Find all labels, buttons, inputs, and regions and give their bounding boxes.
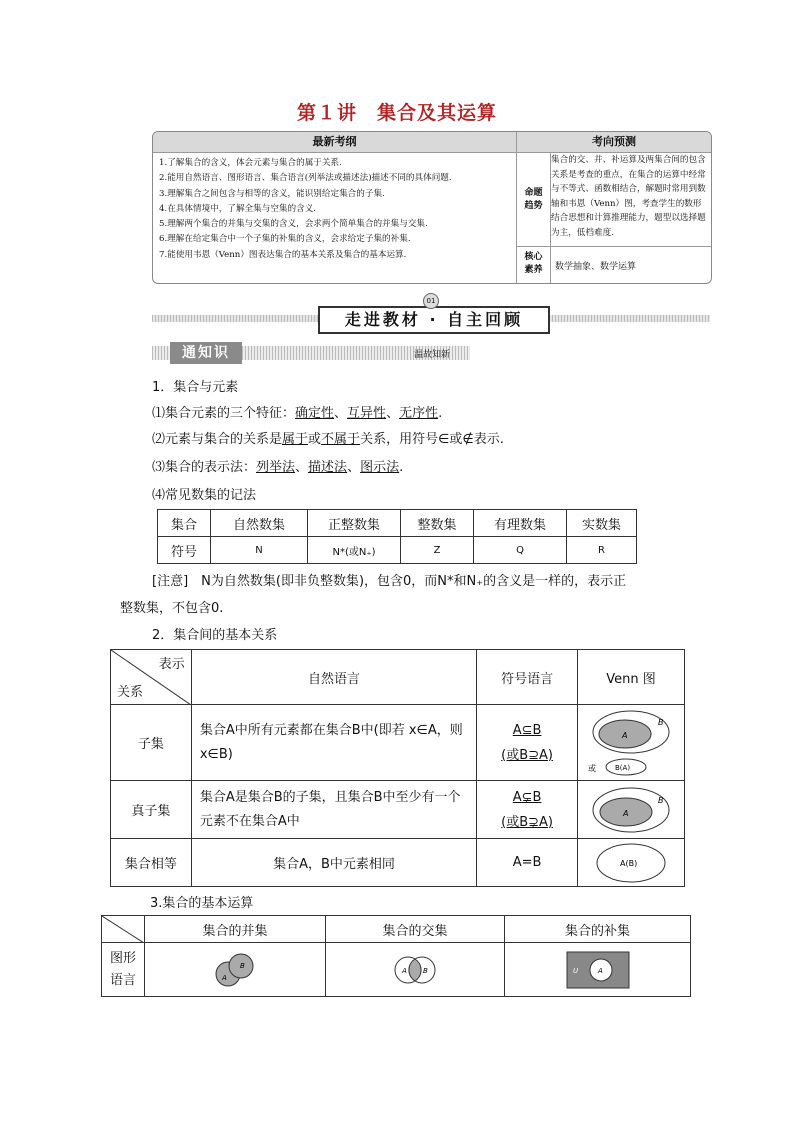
page-title: 第１讲 集合及其运算 [296,102,497,124]
section-number-badge: 01 [423,293,439,309]
forecast-header: 考向预测 [517,132,711,152]
section1-heading: 1．集合与元素 [152,380,239,395]
s1-line1: ⑴集合元素的三个特征：确定性、互异性、无序性. [152,406,443,421]
section-banner: 走进教材 · 自主回顾 [318,306,550,334]
svg-text:B: B [240,961,245,970]
venn-proper-subset [578,781,685,839]
section2-heading: 2．集合间的基本关系 [152,628,278,643]
table-row: 子集 集合A中所有元素都在集合B中(即若 x∈A，则 x∈B) A⊆B (或B⊇A) A B 或 B(A) [111,705,685,781]
operation-table [101,915,691,997]
svg-text:A: A [222,973,227,982]
table-row: 符号 N N*(或N₊) Z Q R [158,537,637,564]
table-row: 集合 自然数集 正整数集 整数集 有理数集 实数集 [158,510,637,537]
trend-label: 命题 趋势 [524,188,543,211]
svg-text:B(A): B(A) [615,763,631,772]
s1-line3: ⑶集合的表示法：列举法、描述法、图示法. [152,460,404,475]
corner-cell [102,916,145,943]
svg-text:A(B): A(B) [620,858,638,868]
knowledge-subtitle: 温故知新 [414,350,451,360]
venn-complement [505,943,691,997]
svg-text:B: B [423,966,428,975]
outline-item: 4.在具体情境中，了解全集与空集的含义. [159,203,317,214]
outline-item: 6.理解在给定集合中一个子集的补集的含义，会求给定子集的补集. [159,234,411,245]
svg-text:A: A [402,966,407,975]
note-line2: 整数集，不包含0. [120,601,224,616]
svg-text:或: 或 [588,763,596,773]
core-label: 核心 素养 [524,252,543,275]
outline-item: 1.了解集合的含义，体会元素与集合的属于关系. [159,158,342,168]
svg-text:A: A [622,730,628,740]
section3-heading: 3.集合的基本运算 [150,896,254,911]
s1-line4: ⑷常见数集的记法 [152,488,257,503]
table-row: 集合的并集 集合的交集 集合的补集 [102,916,691,943]
outline-list [153,152,516,263]
svg-text:B: B [658,717,664,727]
outline-item: 2.能用自然语言、图形语言、集合语言(列举法或描述法)描述不同的具体问题. [159,173,452,184]
banner-rule-left [152,315,318,322]
corner-cell: 表示 关系 [111,650,192,705]
venn-intersection [326,943,505,997]
table-row: 图形 语言 A B A B U A [102,943,691,997]
number-set-table [157,509,637,564]
outline-table [152,131,712,284]
venn-equal [578,839,685,887]
relation-table [110,649,685,887]
trend-text: 集合的交、并、补运算及两集合间的包含关系是考查的重点，在集合的运算中经常与不等式、函数相结合，解题时常用到数轴和韦恩（Venn）图，考查学生的数形结合思想和计算推理能力，题型以选择题为主，低档难度. [551,155,706,238]
svg-text:A: A [597,966,603,975]
knowledge-tab: 通知识 [170,342,242,364]
venn-union [145,943,326,997]
banner-rule-right [546,315,710,322]
svg-text:B: B [658,795,664,805]
note-line1: [注意] N为自然数集(即非负整数集)，包含0，而N*和N₊的含义是一样的，表示正 [152,574,627,589]
table-row: 表示 关系 自然语言 符号语言 Venn 图 [111,650,685,705]
latest-outline-header: 最新考纲 [153,132,516,152]
outline-item: 7.能使用韦恩（Venn）图表达集合的基本关系及集合的基本运算. [159,249,407,260]
core-text: 数学抽象、数学运算 [555,262,637,272]
outline-item: 5.理解两个集合的并集与交集的含义，会求两个简单集合的并集与交集. [159,219,428,230]
venn-subset [578,705,685,781]
svg-text:A: A [623,808,629,818]
svg-text:U: U [572,966,578,975]
s1-line2: ⑵元素与集合的关系是属于或不属于关系，用符号∈或∉表示. [152,432,504,447]
table-row: 真子集 集合A是集合B的子集，且集合B中至少有一个元素不在集合A中 A⊊B (或B⊋A) A B [111,781,685,839]
outline-item: 3.理解集合之间包含与相等的含义，能识别给定集合的子集. [159,188,385,199]
table-row: 集合相等 集合A，B中元素相同 A=B A(B) [111,839,685,887]
